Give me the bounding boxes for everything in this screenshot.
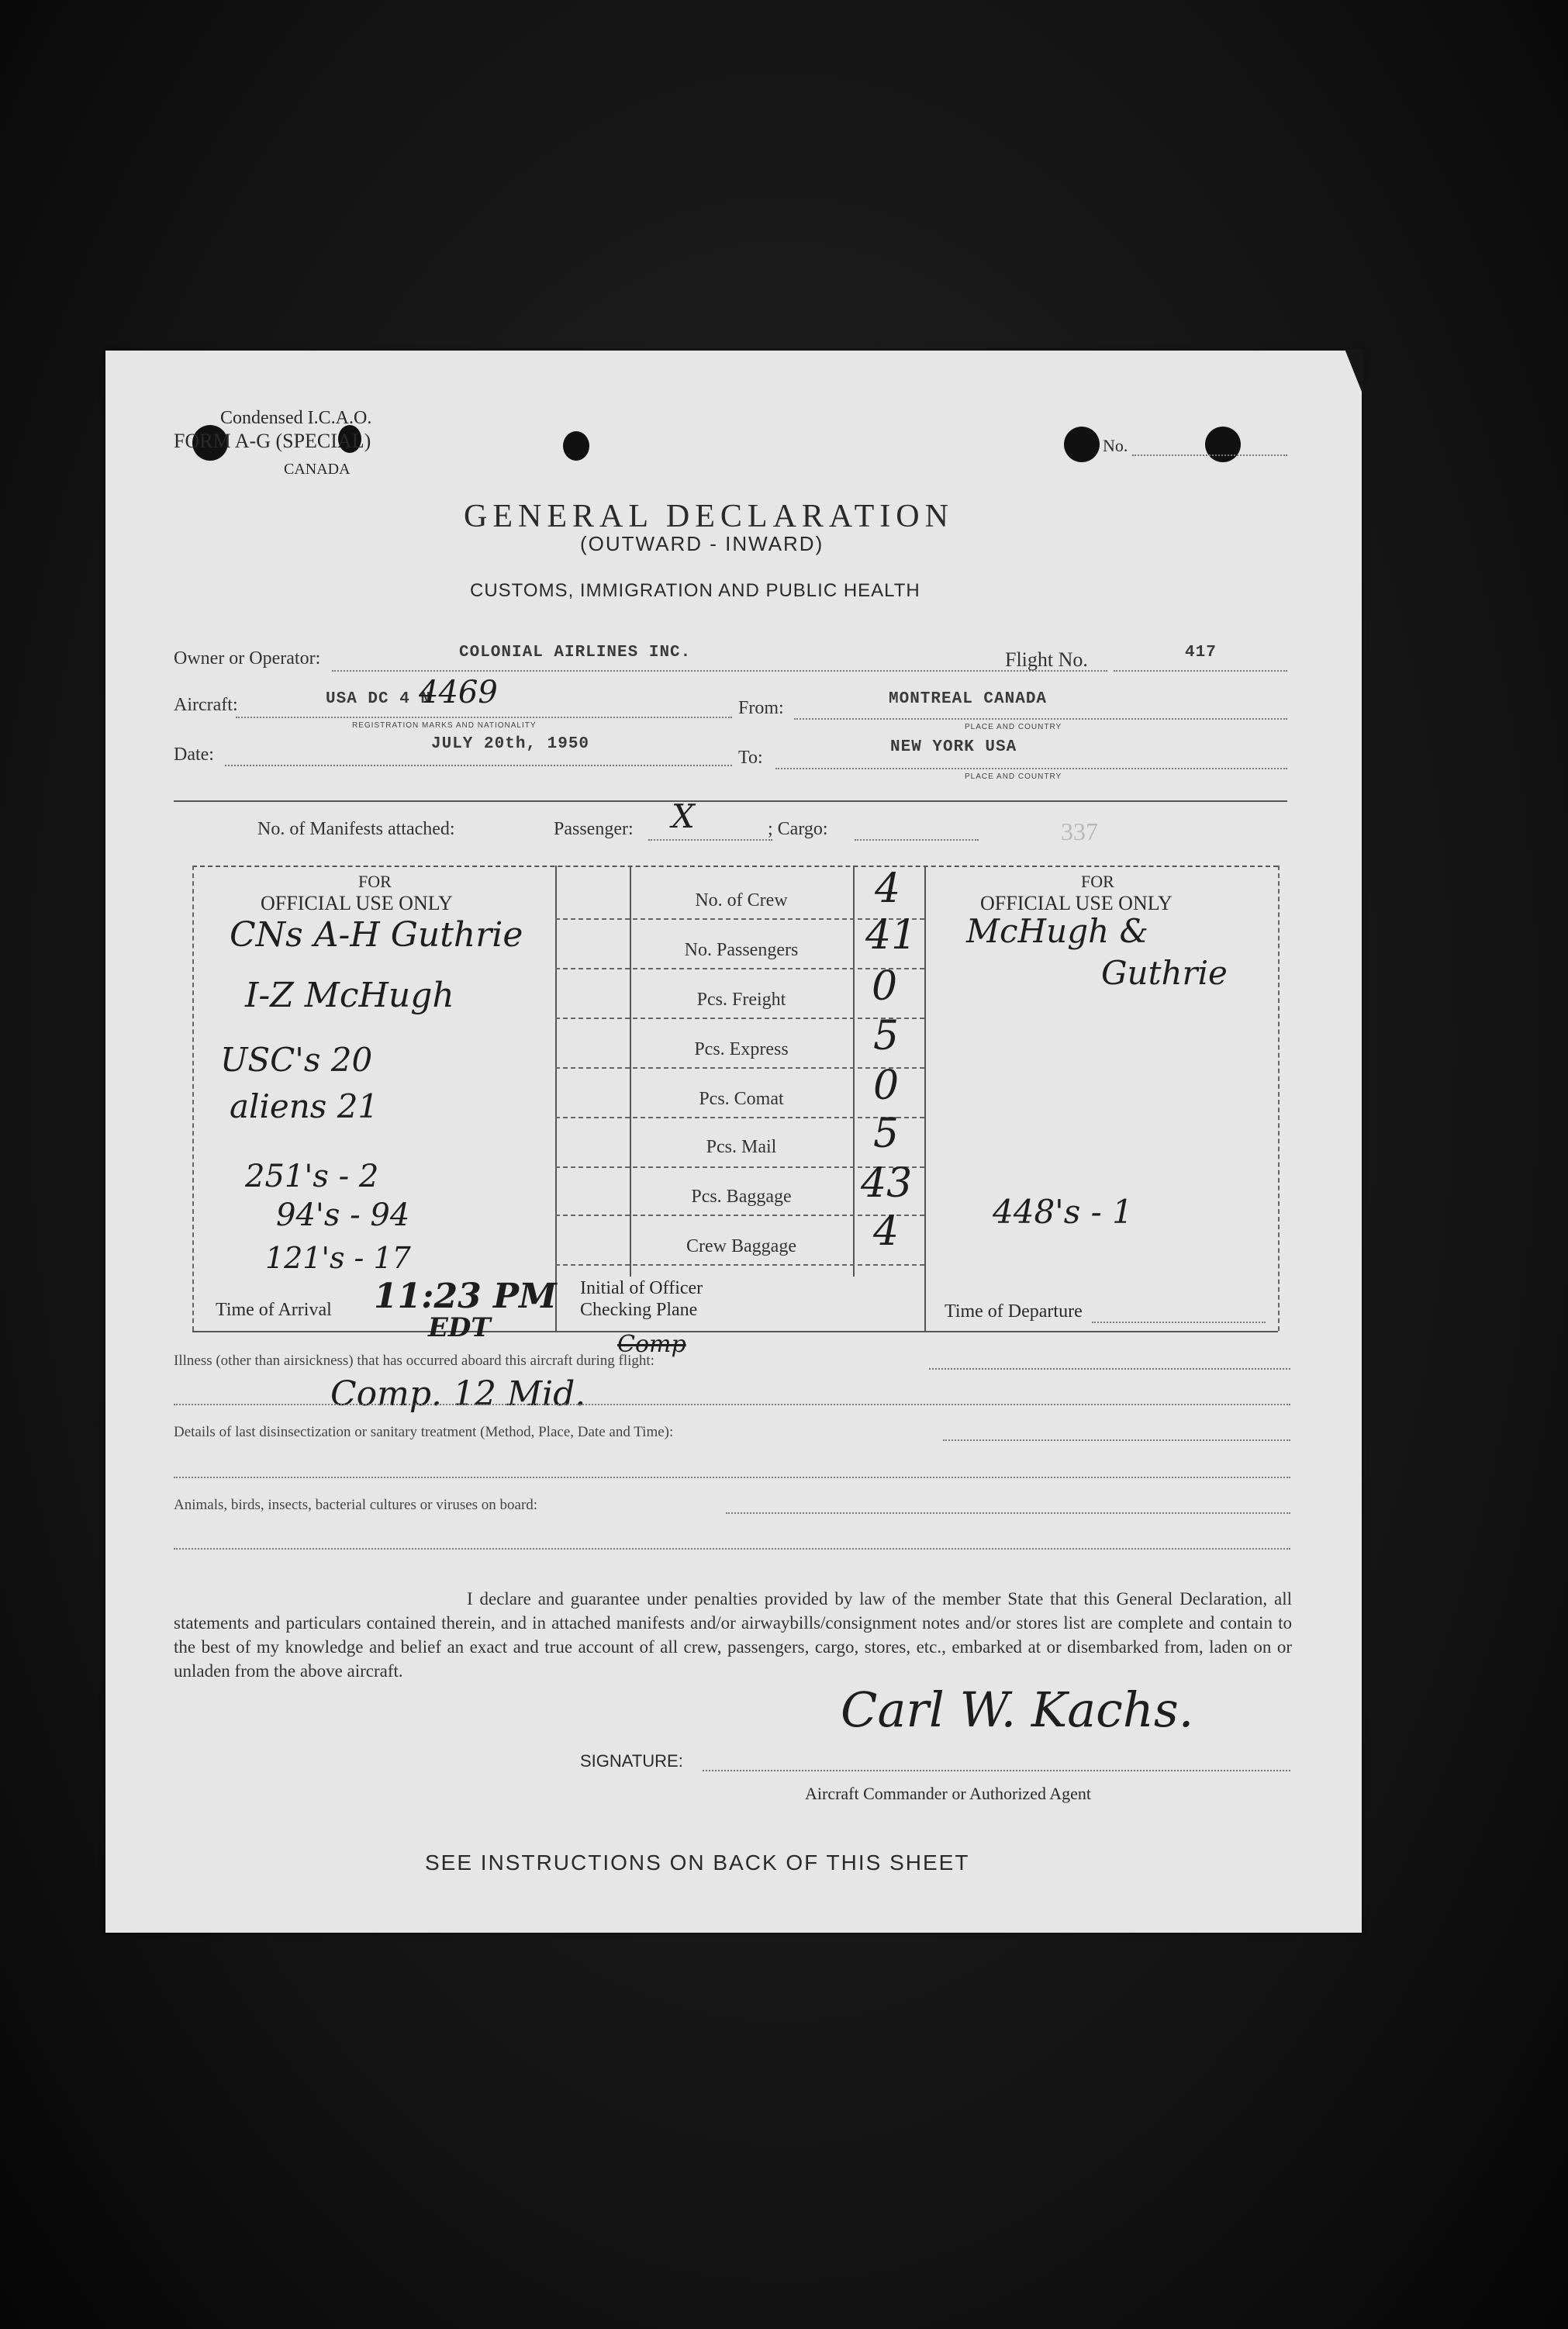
- departure-line: [1092, 1322, 1266, 1323]
- signature-label: SIGNATURE:: [580, 1751, 683, 1771]
- initial-officer-label: Initial of Officer: [580, 1278, 703, 1298]
- illness-stamp: Comp: [617, 1331, 686, 1358]
- owner-label: Owner or Operator:: [174, 648, 321, 669]
- flight-label: Flight No.: [1005, 648, 1088, 671]
- form-number-line: FORM A-G (SPECIAL): [174, 430, 371, 452]
- disinsect-line-2: [174, 1477, 1290, 1478]
- right-header-for: FOR: [1081, 872, 1114, 891]
- from-place-caption: PLACE AND COUNTRY: [965, 723, 1062, 731]
- page-subtitle: (OUTWARD - INWARD): [580, 532, 824, 555]
- date-value: JULY 20th, 1950: [431, 735, 590, 753]
- from-value: MONTREAL CANADA: [889, 690, 1048, 708]
- left-note-2: I-Z McHugh: [245, 976, 454, 1015]
- form-no-label: No.: [1103, 436, 1128, 455]
- date-line: [225, 765, 732, 766]
- row-value-crew: 4: [875, 866, 901, 912]
- cargo-manifest-label: ; Cargo:: [768, 819, 828, 839]
- left-header-official: OFFICIAL USE ONLY: [261, 892, 453, 914]
- table-divider-right: [924, 866, 926, 1331]
- row-label-freight: Pcs. Freight: [696, 990, 786, 1010]
- left-note-5: 251's - 2: [245, 1159, 379, 1194]
- cargo-manifest-line: [855, 839, 979, 841]
- row-value-comat: 0: [873, 1063, 900, 1109]
- departure-label: Time of Departure: [945, 1301, 1083, 1322]
- flight-line: [1114, 670, 1287, 672]
- passenger-manifest-mark: X: [672, 797, 695, 835]
- table-right-border: [1278, 866, 1280, 1331]
- row-value-crew-baggage: 4: [873, 1208, 900, 1255]
- disinsect-label: Details of last disinsectization or sanitary treatment (Method, Place, Date and Time):: [174, 1424, 674, 1440]
- row-divider: [555, 1215, 924, 1216]
- to-place-caption: PLACE AND COUNTRY: [965, 772, 1062, 781]
- left-note-1: CNs A-H Guthrie: [230, 915, 523, 955]
- row-value-baggage: 43: [861, 1160, 913, 1207]
- left-note-3: USC's 20: [220, 1041, 373, 1079]
- registration-caption: REGISTRATION MARKS AND NATIONALITY: [352, 721, 537, 730]
- left-note-4: aliens 21: [230, 1087, 379, 1125]
- instructions-footer: SEE INSTRUCTIONS ON BACK OF THIS SHEET: [425, 1850, 970, 1875]
- row-label-mail: Pcs. Mail: [706, 1137, 777, 1157]
- to-line: [775, 768, 1287, 769]
- row-value-passengers: 41: [865, 912, 917, 959]
- row-label-crew: No. of Crew: [695, 890, 788, 911]
- table-divider-left: [555, 866, 557, 1331]
- aircraft-value: USA DC 4 N: [326, 690, 432, 708]
- to-value: NEW YORK USA: [890, 738, 1017, 756]
- declaration-text: I declare and guarantee under penalties provided by law of the member State that this General Declaration, all statements and particulars contained therein, and in attached manifests and/or airwaybills/consignment notes and/or stores list are complete and contain to the best of my knowledge and belief an exact and true account of all crew, passengers, cargo, stores, etc., embarked at or disembarked from, laden on or unladen from the above aircraft.: [174, 1589, 1292, 1681]
- signer-caption: Aircraft Commander or Authorized Agent: [805, 1784, 1092, 1803]
- illness-line-1: [929, 1368, 1290, 1370]
- arrival-label: Time of Arrival: [216, 1300, 332, 1320]
- punch-hole-3: [563, 431, 589, 461]
- signature-handwritten: Carl W. Kachs.: [841, 1681, 1194, 1738]
- row-divider: [555, 968, 924, 969]
- illness-label: Illness (other than airsickness) that has occurred aboard this aircraft during flight:: [174, 1353, 654, 1369]
- aircraft-label: Aircraft:: [174, 695, 238, 715]
- owner-value: COLONIAL AIRLINES INC.: [459, 644, 692, 662]
- row-divider: [555, 1264, 924, 1266]
- declaration-form-sheet: [105, 351, 1362, 1933]
- right-note-2: Guthrie: [1101, 954, 1228, 992]
- table-bottom-border: [192, 1331, 1278, 1332]
- form-country: CANADA: [284, 461, 351, 478]
- from-label: From:: [738, 698, 784, 718]
- passenger-manifest-label: Passenger:: [554, 819, 634, 839]
- aircraft-handwritten-number: 4469: [419, 675, 498, 710]
- left-header-for: FOR: [358, 872, 392, 891]
- row-divider: [555, 1117, 924, 1118]
- right-header-official: OFFICIAL USE ONLY: [980, 892, 1173, 914]
- from-line: [794, 718, 1287, 720]
- row-value-mail: 5: [873, 1111, 900, 1157]
- illness-line-2: [174, 1404, 1290, 1405]
- signature-line: [703, 1770, 1290, 1771]
- to-label: To:: [738, 748, 763, 768]
- right-note-1: McHugh &: [966, 912, 1148, 950]
- punch-hole-5: [1205, 427, 1241, 462]
- punch-hole-4: [1064, 427, 1100, 462]
- row-label-comat: Pcs. Comat: [699, 1089, 784, 1109]
- owner-line: [332, 670, 1107, 672]
- left-note-7: 121's - 17: [265, 1241, 411, 1275]
- table-left-border: [192, 866, 194, 1331]
- manifests-label: No. of Manifests attached:: [257, 819, 455, 839]
- row-label-crew-baggage: Crew Baggage: [686, 1236, 796, 1256]
- faded-stamp-number: 337: [1061, 817, 1098, 845]
- clipped-corner: [1345, 349, 1363, 396]
- agencies-line: CUSTOMS, IMMIGRATION AND PUBLIC HEALTH: [470, 580, 920, 601]
- right-note-3: 448's - 1: [993, 1193, 1133, 1231]
- passenger-manifest-line: [648, 839, 772, 841]
- arrival-time-value: 11:23 PM: [374, 1277, 557, 1316]
- row-label-express: Pcs. Express: [694, 1039, 789, 1059]
- page-title: GENERAL DECLARATION: [464, 499, 954, 534]
- header-divider: [174, 800, 1287, 802]
- form-no-line: [1132, 454, 1287, 456]
- checking-plane-label: Checking Plane: [580, 1300, 698, 1320]
- disinsect-line-1: [943, 1439, 1290, 1441]
- row-label-passengers: No. Passengers: [684, 940, 799, 960]
- animals-line-2: [174, 1548, 1290, 1550]
- row-label-baggage: Pcs. Baggage: [691, 1187, 792, 1207]
- form-condensed-line: Condensed I.C.A.O.: [220, 408, 372, 428]
- flight-value: 417: [1185, 644, 1217, 662]
- illness-handwritten: Comp. 12 Mid.: [330, 1374, 586, 1414]
- date-label: Date:: [174, 745, 214, 765]
- row-divider: [555, 1067, 924, 1069]
- arrival-time-zone: EDT: [428, 1312, 491, 1343]
- row-value-freight: 0: [872, 963, 898, 1010]
- left-note-6: 94's - 94: [276, 1197, 410, 1233]
- row-divider: [555, 1018, 924, 1019]
- aircraft-line: [236, 717, 732, 718]
- row-value-express: 5: [873, 1013, 900, 1059]
- animals-label: Animals, birds, insects, bacterial cultures or viruses on board:: [174, 1497, 538, 1513]
- table-top-border: [192, 866, 1278, 867]
- animals-line-1: [726, 1512, 1290, 1514]
